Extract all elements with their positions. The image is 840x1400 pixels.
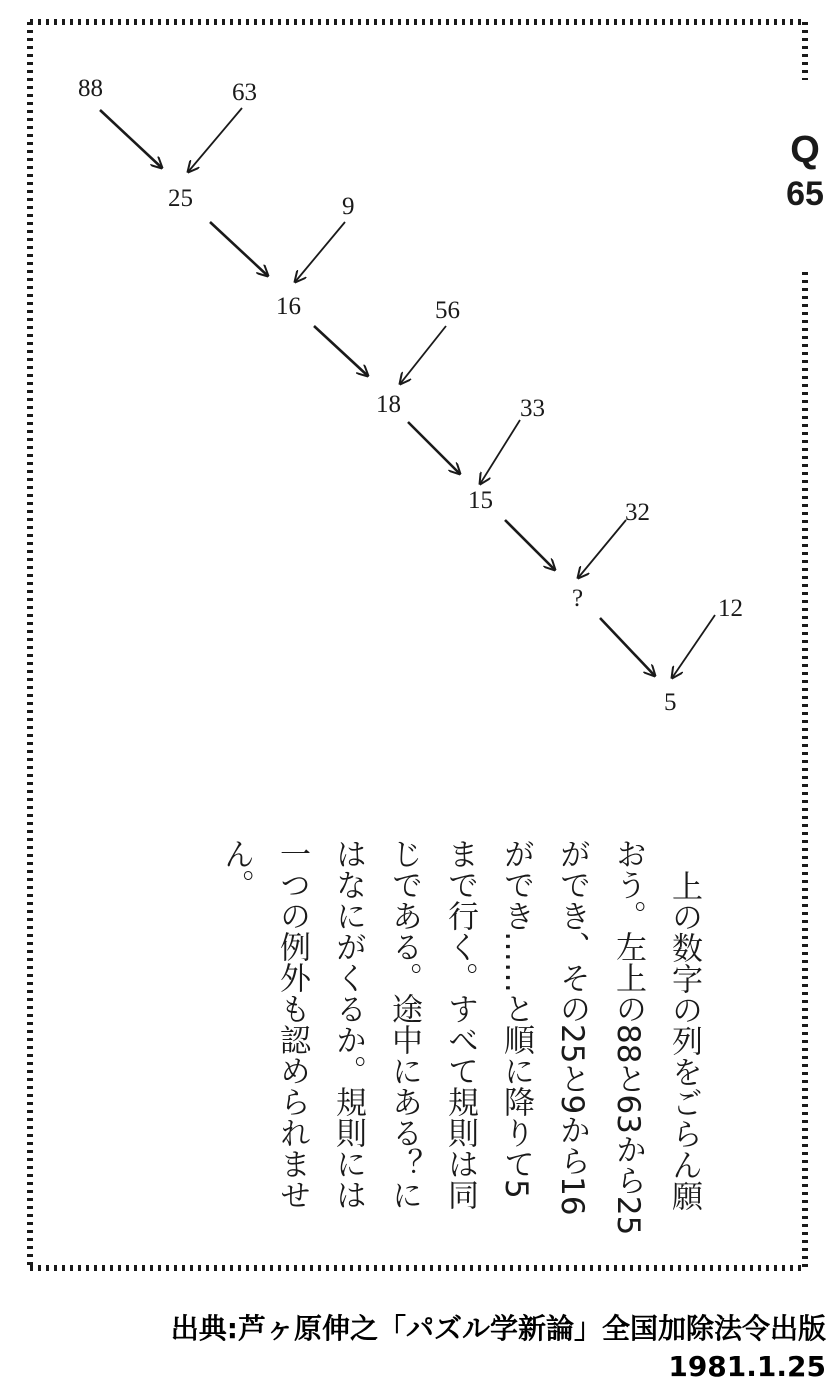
arrow-15-to-q — [505, 520, 555, 570]
arrow-12-to-5 — [672, 615, 715, 678]
chain-number: 88 — [78, 75, 103, 102]
question-number: 65 — [786, 175, 824, 213]
source-citation — [171, 1310, 826, 1386]
text-line: ができ……と順に降りて5 — [498, 838, 534, 1199]
source-title: 出典:芦ヶ原伸之「パズル学新論」全国加除法令出版 — [170, 1312, 826, 1345]
arrow-32-to-q — [578, 520, 626, 578]
text-line: おう。左上の88と63から25 — [610, 838, 646, 1236]
arrow-25-to-16 — [210, 222, 268, 276]
question-label — [780, 128, 830, 216]
text-line: 上の数字の列をごらん願 — [666, 870, 702, 1211]
branch-number: 9 — [342, 193, 355, 220]
chain-number: 18 — [376, 391, 401, 418]
text-line: まで行く。すべて規則は同 — [442, 838, 478, 1210]
arrow-9-to-16 — [295, 222, 345, 282]
unknown-number: ? — [572, 585, 584, 612]
question-text — [208, 838, 712, 1238]
text-line: はなにがくるか。規則には — [330, 838, 366, 1210]
branch-number: 33 — [520, 395, 545, 422]
arrow-56-to-18 — [400, 326, 446, 384]
text-line: 一つの例外も認められませ — [274, 838, 310, 1210]
branch-number: 56 — [435, 297, 460, 324]
text-line: ん。 — [218, 838, 254, 900]
branch-number: 32 — [625, 499, 650, 526]
text-line: ができ、その25と9から16 — [554, 838, 590, 1216]
arrow-63-to-25 — [188, 108, 242, 172]
chain-number: 25 — [168, 185, 193, 212]
source-date: 1981.1.25 — [668, 1350, 826, 1383]
chain-number: 15 — [468, 487, 493, 514]
question-letter: Q — [790, 129, 820, 171]
arrow-q-to-5 — [600, 618, 655, 676]
arrow-18-to-15 — [408, 422, 460, 474]
chain-number: 16 — [276, 293, 301, 320]
text-line: じである。途中にある？に — [386, 838, 422, 1210]
arrow-88-to-25 — [100, 110, 162, 168]
branch-number: 63 — [232, 79, 257, 106]
chain-number: 5 — [664, 689, 677, 716]
arrow-33-to-15 — [480, 420, 520, 484]
branch-arrows — [188, 108, 715, 678]
branch-number: 12 — [718, 595, 743, 622]
arrow-16-to-18 — [314, 326, 368, 376]
